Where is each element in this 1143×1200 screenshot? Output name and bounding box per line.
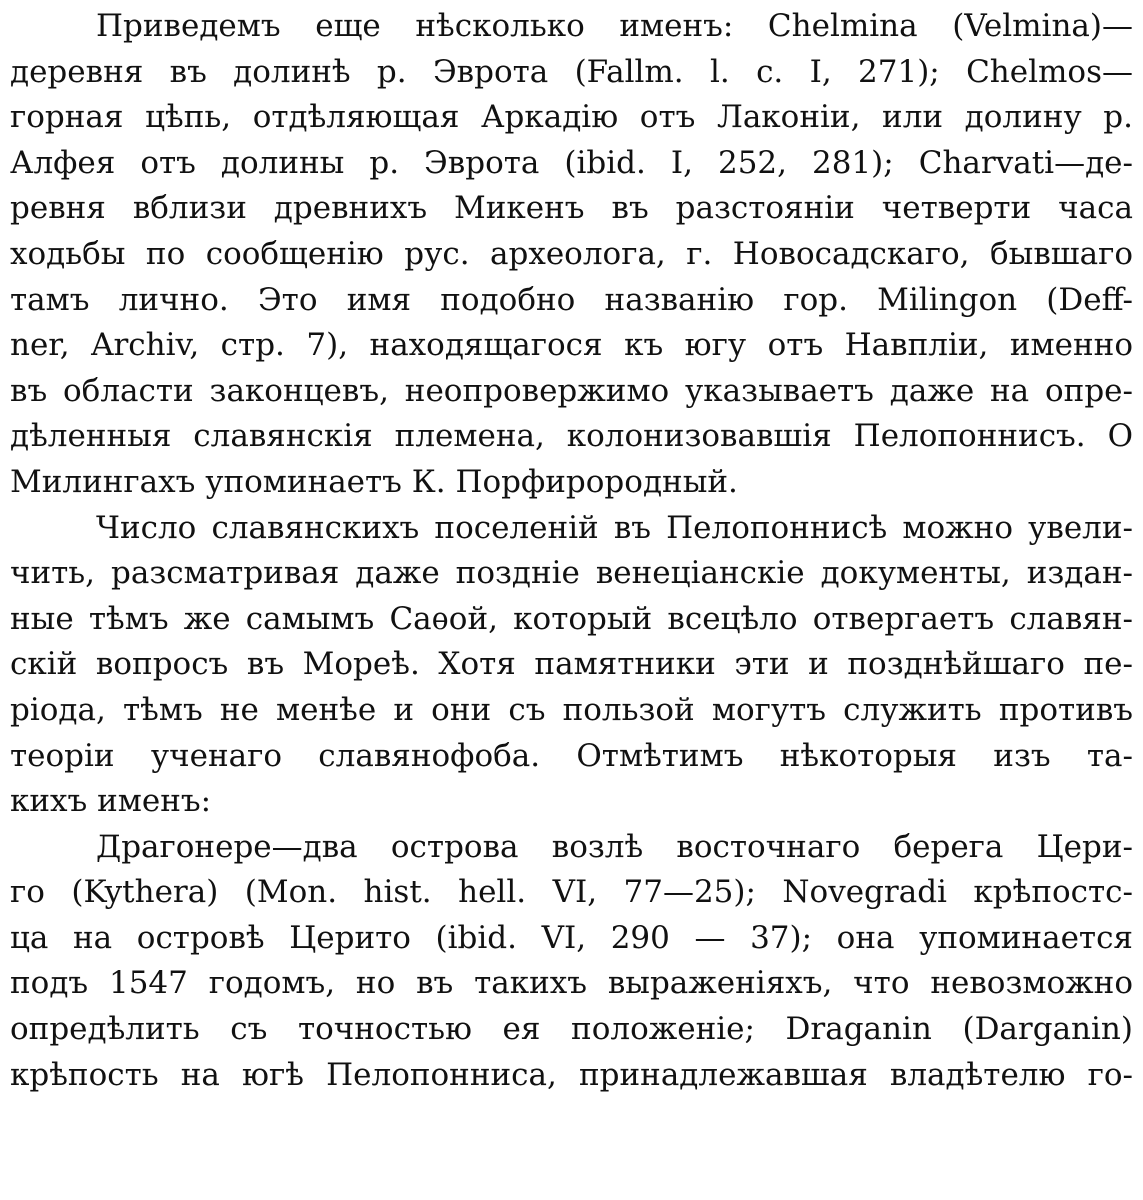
paragraph-name-list (10, 825, 1133, 1099)
text-line: Милингахъ упоминаетъ К. Порфирородный. (10, 463, 738, 500)
text-line: горная цѣпь, отдѣляющая Аркадію отъ Лаконіи, или долину р. (10, 99, 1133, 136)
text-line: Алфея отъ долины р. Эврота (ibid. I, 252, 281); Charvati—де- (10, 144, 1133, 181)
text-line: ревня вблизи древнихъ Микенъ въ разстояніи четверти часа (10, 190, 1133, 227)
text-line: ріода, тѣмъ не менѣе и они съ пользой могутъ служить противъ (10, 691, 1133, 728)
text-line: крѣпость на югѣ Пелопонниса, принадлежавшая владѣтелю го- (10, 1056, 1133, 1093)
text-line: ца на островѣ Церито (ibid. VI, 290 — 37); она упоминается (10, 919, 1133, 956)
text-line: ner, Archiv, стр. 7), находящагося къ югу отъ Навпліи, именно (10, 327, 1133, 364)
text-line: въ области законцевъ, неопровержимо указываетъ даже на опре- (10, 372, 1133, 409)
text-line: кихъ именъ: (10, 783, 212, 820)
text-line: опредѣлить съ точностью ея положеніе; Draganin (Darganin) (10, 1011, 1133, 1048)
text-line: го (Kythera) (Mon. hist. hell. VI, 77—25); Novegradi крѣпостс- (10, 874, 1133, 911)
text-line: Драгонере—два острова возлѣ восточнаго берега Цери- (96, 828, 1133, 865)
text-line: теоріи ученаго славянофоба. Отмѣтимъ нѣкоторыя изъ та- (10, 737, 1133, 774)
paragraph-venetian-documents (10, 506, 1133, 825)
text-line: скій вопросъ въ Мореѣ. Хотя памятники эти и позднѣйшаго пе- (10, 646, 1133, 683)
text-line: ные тѣмъ же самымъ Саѳой, который всецѣло отвергаетъ славян- (10, 600, 1133, 637)
text-line: чить, разсматривая даже поздніе венеціанскіе документы, издан- (10, 555, 1133, 592)
text-line: тамъ лично. Это имя подобно названію гор. Milingon (Deff- (10, 281, 1133, 318)
text-line: ходьбы по сообщенію рус. археолога, г. Новосадскаго, бывшаго (10, 235, 1133, 272)
text-line: дѣленныя славянскія племена, колонизовавшія Пелопоннисъ. О (10, 418, 1133, 455)
paragraph-place-names (10, 4, 1133, 506)
text-line: Приведемъ еще нѣсколько именъ: Chelmina (Velmina)— (96, 8, 1133, 44)
text-line: Число славянскихъ поселеній въ Пелопоннисѣ можно увели- (96, 509, 1133, 546)
text-line: подъ 1547 годомъ, но въ такихъ выраженіяхъ, что невозможно (10, 965, 1133, 1002)
text-line: деревня въ долинѣ р. Эврота (Fallm. l. c. I, 271); Chelmos— (10, 53, 1133, 90)
